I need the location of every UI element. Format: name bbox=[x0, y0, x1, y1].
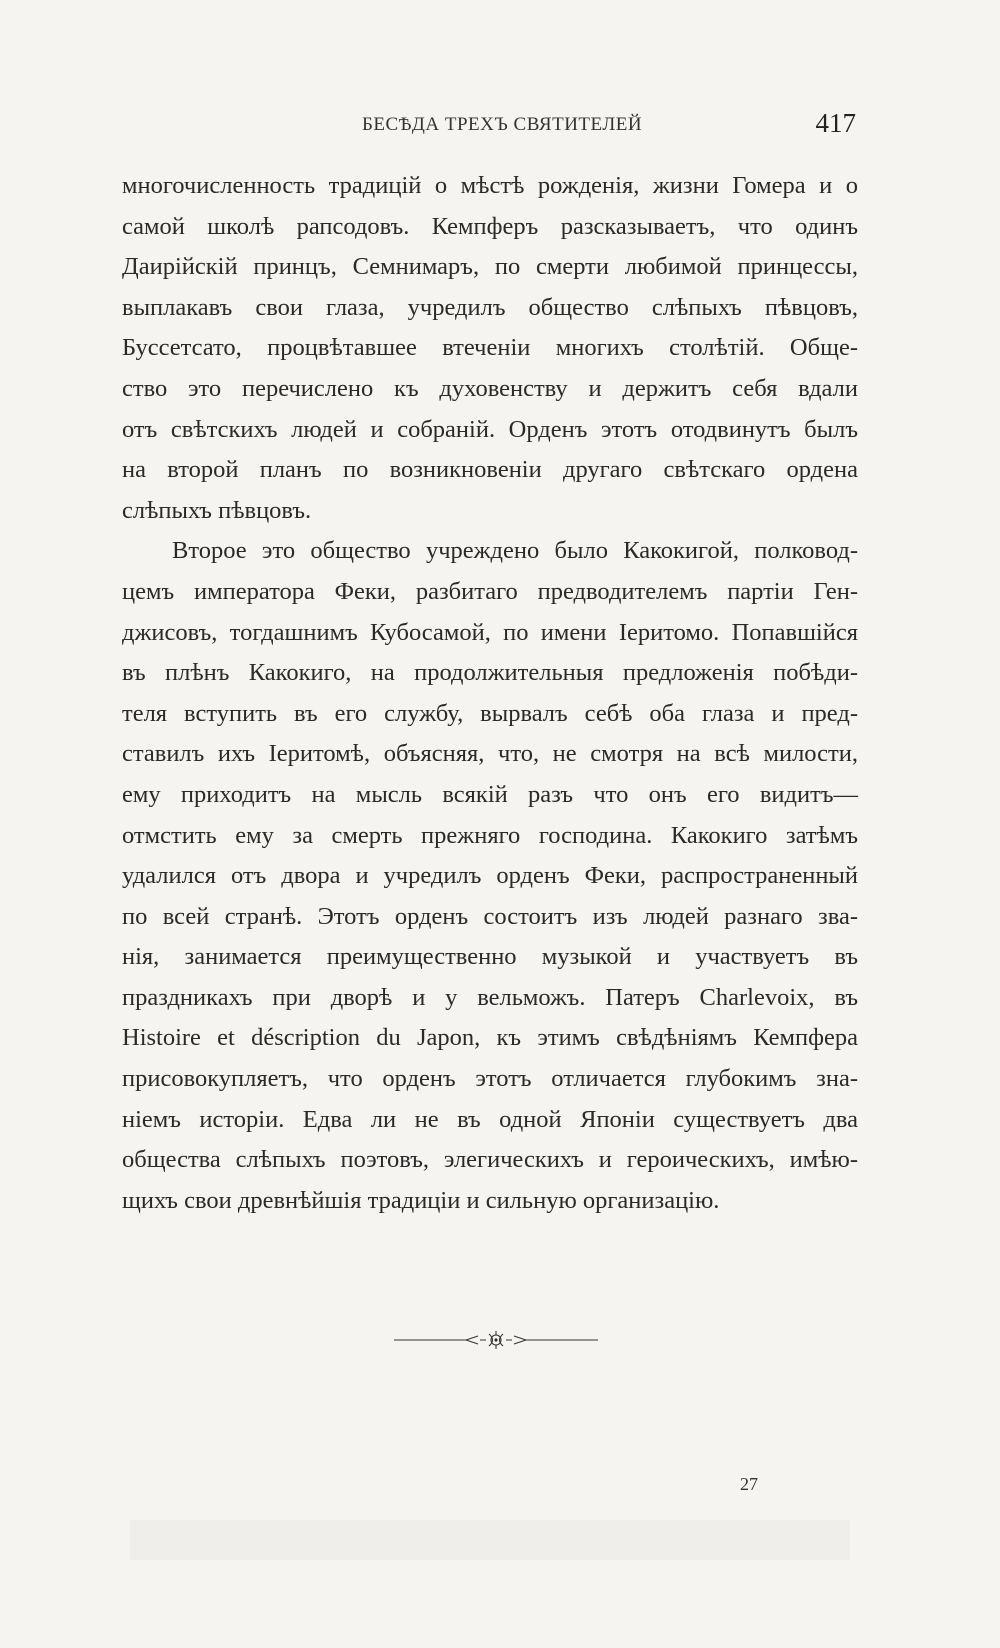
page-number: 417 bbox=[815, 108, 856, 138]
text-line: по всей странѣ. Этотъ орденъ состоитъ изъ людей разнаго зва- bbox=[122, 902, 858, 930]
text-line: въ плѣнъ Какокиго, на продолжительныя предложенія побѣди- bbox=[122, 659, 858, 687]
text-line: отмстить ему за смерть прежняго господина. Какокиго затѣмъ bbox=[122, 821, 858, 849]
paragraph-2 bbox=[122, 531, 858, 1221]
text-line: ніемъ исторіи. Едва ли не въ одной Японіи существуетъ два bbox=[122, 1105, 858, 1133]
running-title: БЕСѢДА ТРЕХЪ СВЯТИТЕЛЕЙ bbox=[362, 114, 643, 135]
text-line: общества слѣпыхъ поэтовъ, элегическихъ и героическихъ, имѣю- bbox=[122, 1146, 858, 1174]
text-line: ство это перечислено къ духовенству и держитъ себя вдали bbox=[122, 374, 858, 402]
text-line: теля вступить въ его службу, вырвалъ себѣ оба глаза и пред- bbox=[122, 699, 858, 727]
signature-mark: 27 bbox=[740, 1474, 758, 1494]
ornamental-divider-icon bbox=[394, 1328, 598, 1352]
text-line: присовокупляетъ, что орденъ этотъ отличается глубокимъ зна- bbox=[122, 1065, 858, 1093]
text-line: Буссетсато, процвѣтавшее втеченіи многихъ столѣтій. Обще- bbox=[122, 334, 858, 362]
running-head bbox=[122, 108, 858, 138]
text-line: праздникахъ при дворѣ и у вельможъ. Патеръ Charlevoix, въ bbox=[122, 983, 858, 1011]
text-line: щихъ свои древнѣйшія традиціи и сильную организацію. bbox=[122, 1186, 720, 1214]
text-line: многочисленность традицій о мѣстѣ рожденія, жизни Гомера и о bbox=[122, 172, 858, 199]
text-line: выплакавъ свои глаза, учредилъ общество слѣпыхъ пѣвцовъ, bbox=[122, 293, 858, 321]
text-line: отъ свѣтскихъ людей и собраній. Орденъ этотъ отодвинутъ былъ bbox=[122, 415, 858, 443]
text-line: удалился отъ двора и учредилъ орденъ Феки, распространенный bbox=[122, 862, 858, 890]
text-line: слѣпыхъ пѣвцовъ. bbox=[122, 496, 312, 524]
bleed-through-shadow bbox=[130, 1520, 850, 1560]
paragraph-1 bbox=[122, 166, 858, 531]
text-line: Histoire et déscription du Japon, къ этимъ свѣдѣніямъ Кемпфера bbox=[122, 1024, 858, 1052]
text-line: Второе это общество учреждено было Какокигой, полковод- bbox=[172, 537, 858, 565]
text-line: цемъ императора Феки, разбитаго предводителемъ партіи Ген- bbox=[122, 577, 858, 605]
text-line: джисовъ, тогдашнимъ Кубосамой, по имени Іеритомо. Попавшійся bbox=[122, 618, 858, 646]
text-line: нія, занимается преимущественно музыкой и участвуетъ въ bbox=[122, 943, 858, 971]
body-text bbox=[122, 166, 858, 1221]
text-line: ставилъ ихъ Іеритомѣ, объясняя, что, не смотря на всѣ милости, bbox=[122, 740, 858, 768]
text-line: Даирійскій принцъ, Семнимаръ, по смерти любимой принцессы, bbox=[122, 253, 858, 281]
text-line: ему приходитъ на мысль всякій разъ что онъ его видитъ— bbox=[122, 780, 858, 808]
text-line: на второй планъ по возникновеніи другаго свѣтскаго ордена bbox=[122, 456, 858, 484]
text-line: самой школѣ рапсодовъ. Кемпферъ разсказываетъ, что одинъ bbox=[122, 212, 858, 240]
